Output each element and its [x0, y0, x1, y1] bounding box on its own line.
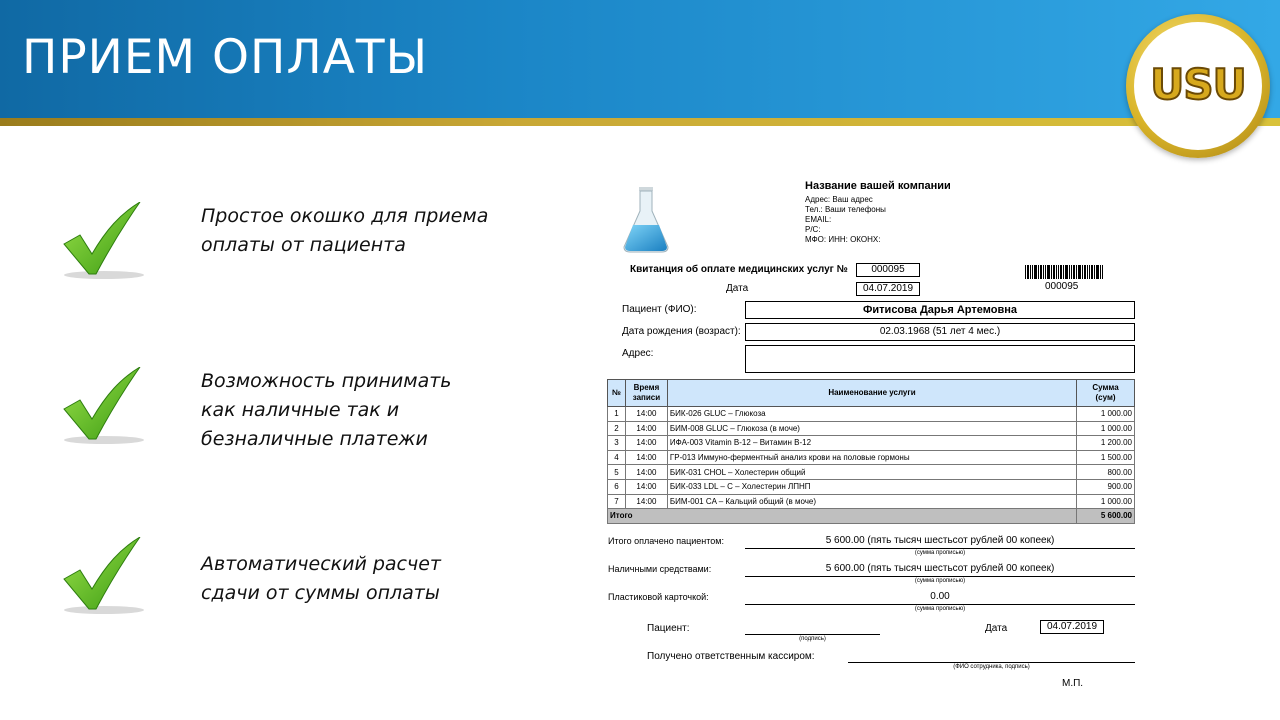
col-sum-line: Сумма [1092, 383, 1119, 392]
cashier-label: Получено ответственным кассиром: [647, 651, 815, 662]
cell-service: БИМ-001 CA – Кальций общий (в моче) [667, 494, 1076, 509]
cashier-signature-line [848, 651, 1135, 663]
table-row [608, 407, 1135, 422]
cell-time: 14:00 [625, 421, 667, 436]
cell-service: ИФА-003 Vitamin B-12 – Витамин В-12 [667, 436, 1076, 451]
sign-date-label: Дата [985, 623, 1008, 634]
cell-num: 4 [608, 450, 626, 465]
cell-service: БИК-031 CHOL – Холестерин общий [667, 465, 1076, 480]
company-line: Адрес: Ваш адрес [805, 195, 873, 204]
feature-text [201, 367, 531, 454]
checkmark-icon [56, 367, 156, 457]
cell-sum: 900.00 [1077, 479, 1135, 494]
table-row [608, 421, 1135, 436]
cell-time: 14:00 [625, 465, 667, 480]
col-time [625, 380, 667, 407]
flask-icon [622, 187, 670, 253]
company-line: МФО: ИНН: ОКОНХ: [805, 235, 881, 244]
feature-item-2 [56, 367, 536, 467]
cell-num: 7 [608, 494, 626, 509]
birth-field: 02.03.1968 (51 лет 4 мес.) [745, 323, 1135, 341]
patient-signature-line [745, 623, 880, 635]
header-stripe [0, 118, 1280, 126]
table-header [608, 380, 1135, 407]
feature-line: Автоматический расчет [201, 553, 441, 575]
receipt-number: 000095 [856, 263, 920, 277]
feature-text [201, 202, 531, 260]
checkmark-icon [56, 202, 156, 292]
col-sum [1077, 380, 1135, 407]
birth-label: Дата рождения (возраст): [622, 326, 741, 337]
cell-time: 14:00 [625, 407, 667, 422]
barcode-icon [1025, 265, 1103, 279]
cell-service: БИК-026 GLUC – Глюкоза [667, 407, 1076, 422]
table-row [608, 494, 1135, 509]
paid-label: Итого оплачено пациентом: [608, 536, 724, 546]
cell-time: 14:00 [625, 479, 667, 494]
cell-num: 5 [608, 465, 626, 480]
usu-logo [1126, 14, 1270, 158]
cell-service: ГР-013 Иммуно-ферментный анализ крови на половые гормоны [667, 450, 1076, 465]
total-row [608, 509, 1135, 524]
feature-line: Возможность принимать [201, 370, 452, 392]
col-time-line: записи [632, 393, 661, 402]
checkmark-icon [56, 537, 156, 627]
col-num: № [608, 380, 626, 407]
cell-sum: 1 200.00 [1077, 436, 1135, 451]
cell-time: 14:00 [625, 494, 667, 509]
total-value: 5 600.00 [1077, 509, 1135, 524]
card-hint: (сумма прописью) [914, 606, 966, 612]
patient-label: Пациент (ФИО): [622, 304, 697, 315]
paid-value: 5 600.00 (пять тысяч шестьсот рублей 00 копеек) [745, 535, 1135, 549]
feature-line: сдачи от суммы оплаты [201, 582, 440, 604]
table-row [608, 479, 1135, 494]
cell-service: БИК-033 LDL – С – Холестерин ЛПНП [667, 479, 1076, 494]
cell-num: 3 [608, 436, 626, 451]
cell-sum: 1 000.00 [1077, 407, 1135, 422]
col-sum-line: (сум) [1095, 393, 1116, 402]
company-details [805, 195, 886, 245]
cell-sum: 1 000.00 [1077, 421, 1135, 436]
signature-hint: (подпись) [799, 636, 826, 642]
table-row [608, 436, 1135, 451]
cell-time: 14:00 [625, 436, 667, 451]
stamp-label: М.П. [1062, 678, 1084, 689]
col-service: Наименование услуги [667, 380, 1076, 407]
company-line: EMAIL: [805, 215, 832, 224]
address-field [745, 345, 1135, 373]
logo-text: USU [1150, 60, 1246, 109]
company-line: Тел.: Ваши телефоны [805, 205, 886, 214]
feature-line: Простое окошко для приема [201, 205, 489, 227]
cash-hint: (сумма прописью) [914, 578, 966, 584]
address-label: Адрес: [622, 348, 654, 359]
sign-date-field: 04.07.2019 [1040, 620, 1104, 634]
cash-label: Наличными средствами: [608, 564, 712, 574]
cash-value: 5 600.00 (пять тысяч шестьсот рублей 00 копеек) [745, 563, 1135, 577]
cell-sum: 800.00 [1077, 465, 1135, 480]
feature-item-3 [56, 537, 536, 637]
patient-field: Фитисова Дарья Артемовна [745, 301, 1135, 319]
company-line: Р/С: [805, 225, 821, 234]
cell-service: БИМ-008 GLUC – Глюкоза (в моче) [667, 421, 1076, 436]
date-label: Дата [726, 283, 749, 294]
cell-num: 2 [608, 421, 626, 436]
patient-sign-label: Пациент: [647, 623, 690, 634]
cell-sum: 1 000.00 [1077, 494, 1135, 509]
cell-num: 1 [608, 407, 626, 422]
cell-sum: 1 500.00 [1077, 450, 1135, 465]
receipt-document [600, 175, 1145, 710]
barcode-number: 000095 [1045, 281, 1079, 292]
paid-hint: (сумма прописью) [914, 550, 966, 556]
services-table [607, 379, 1135, 524]
table-row [608, 450, 1135, 465]
feature-line: как наличные так и [201, 399, 400, 421]
receipt-title: Квитанция об оплате медицинских услуг № [630, 264, 848, 275]
feature-line: безналичные платежи [201, 428, 428, 450]
page-title: ПРИЕМ ОПЛАТЫ [22, 30, 429, 85]
cell-time: 14:00 [625, 450, 667, 465]
receipt-date: 04.07.2019 [856, 282, 920, 296]
table-row [608, 465, 1135, 480]
company-name: Название вашей компании [805, 180, 951, 192]
card-value: 0.00 [745, 591, 1135, 605]
feature-line: оплаты от пациента [201, 234, 406, 256]
feature-item-1 [56, 202, 536, 302]
feature-text [201, 550, 531, 608]
cashier-hint: (ФИО сотрудника, подпись) [953, 664, 1030, 670]
col-time-line: Время [633, 383, 660, 392]
cell-num: 6 [608, 479, 626, 494]
card-label: Пластиковой карточкой: [608, 592, 709, 602]
total-label: Итого [608, 509, 1077, 524]
